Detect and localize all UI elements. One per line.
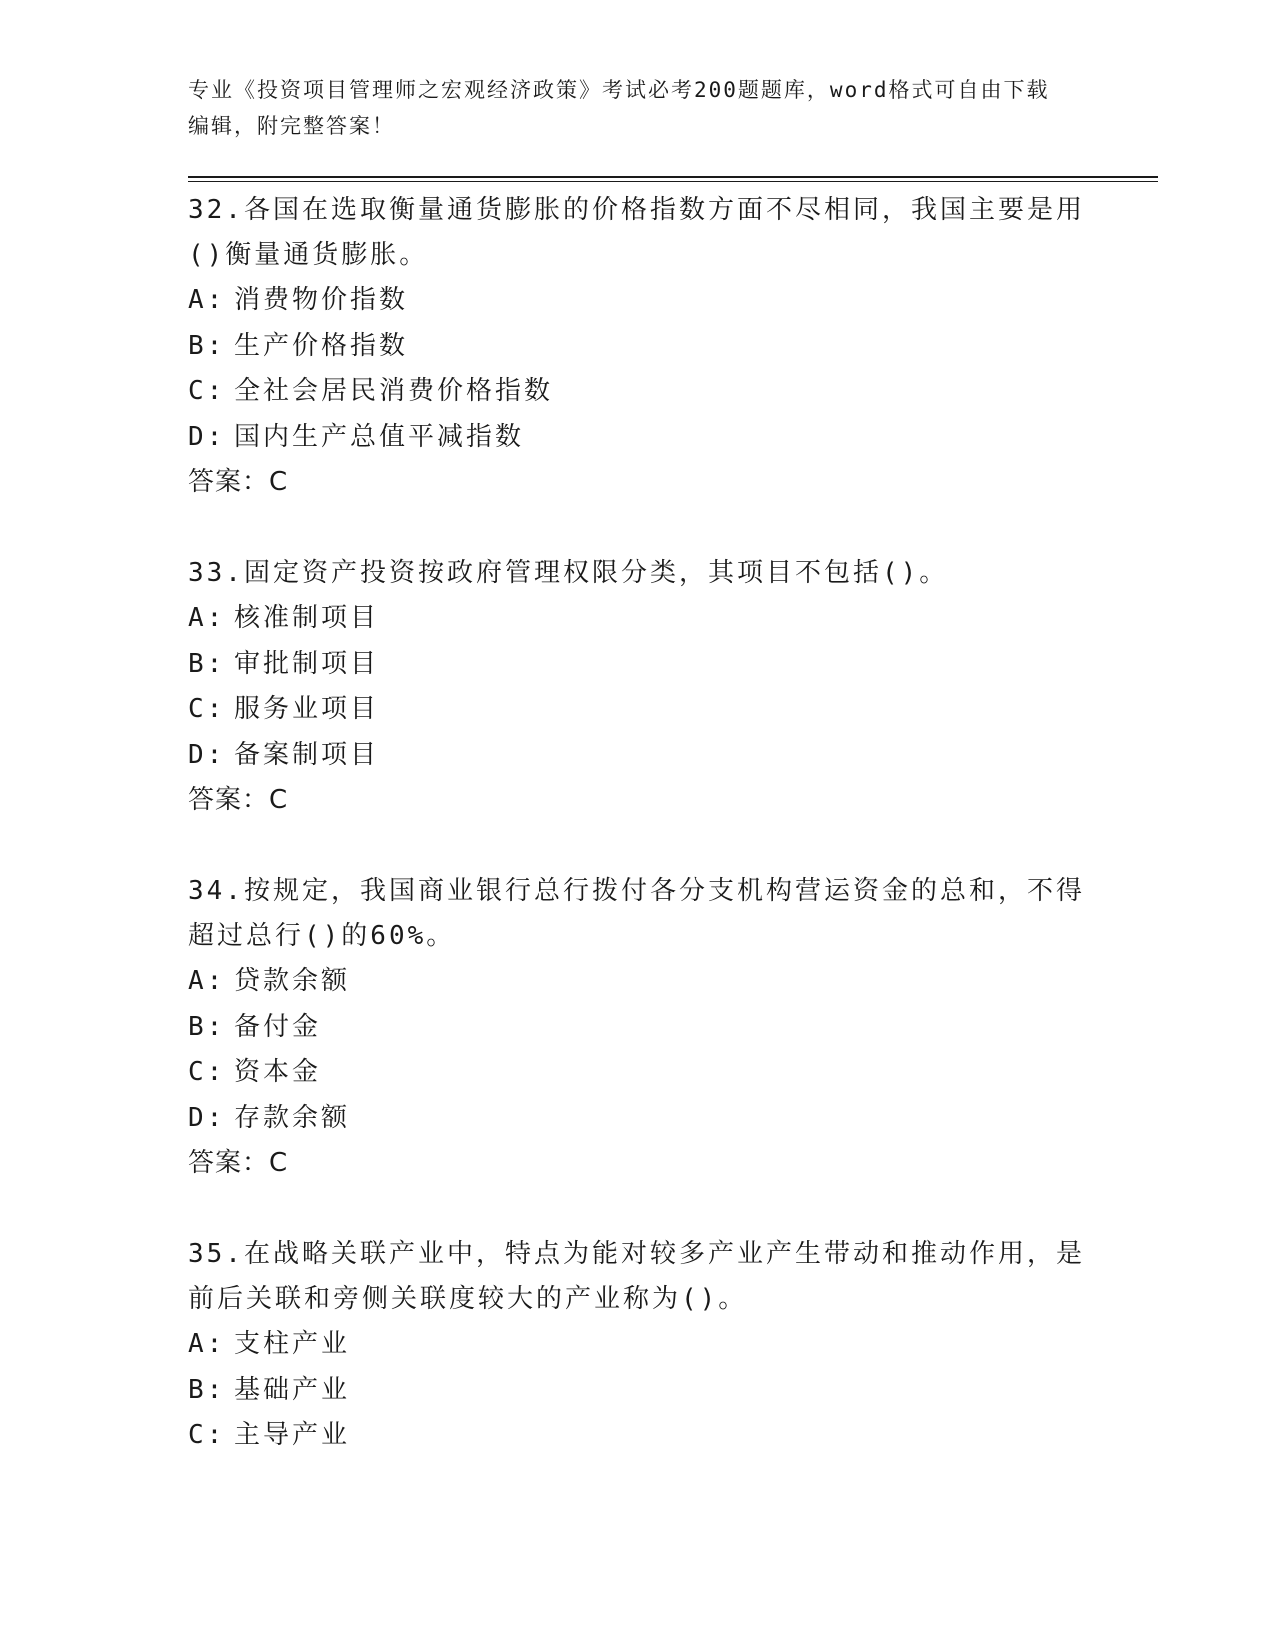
option-c xyxy=(188,1413,1158,1459)
option-letter: D: xyxy=(188,421,226,452)
option-d xyxy=(188,1096,1158,1142)
option-b xyxy=(188,1368,1158,1414)
option-text: 核准制项目 xyxy=(234,603,380,633)
option-letter: B: xyxy=(188,1011,226,1042)
option-b xyxy=(188,1005,1158,1051)
question-32 xyxy=(188,188,1158,505)
option-text: 审批制项目 xyxy=(234,648,380,679)
option-text: 生产价格指数 xyxy=(234,330,409,361)
option-letter: C: xyxy=(188,1420,226,1450)
header-divider xyxy=(188,176,1158,182)
option-text: 贷款余额 xyxy=(234,966,351,996)
option-c xyxy=(188,369,1158,415)
option-text: 主导产业 xyxy=(234,1420,351,1450)
option-text: 消费物价指数 xyxy=(234,285,409,315)
question-stem: 33.固定资产投资按政府管理权限分类，其项目不包括()。 xyxy=(188,558,949,588)
option-text: 存款余额 xyxy=(234,1102,351,1133)
option-letter: A: xyxy=(188,285,226,315)
option-letter: A: xyxy=(188,966,226,996)
option-b xyxy=(188,642,1158,688)
option-text: 基础产业 xyxy=(234,1374,351,1405)
option-text: 服务业项目 xyxy=(234,694,380,724)
document-page xyxy=(188,72,1158,1505)
option-text: 支柱产业 xyxy=(234,1329,351,1359)
document-intro: 专业《投资项目管理师之宏观经济政策》考试必考200题题库，word格式可自由下载编辑，附完整答案！ xyxy=(188,78,1050,138)
option-letter: C: xyxy=(188,376,226,406)
option-letter: D: xyxy=(188,1102,226,1133)
option-a xyxy=(188,1322,1158,1368)
option-letter: D: xyxy=(188,739,226,770)
option-letter: B: xyxy=(188,648,226,679)
option-c xyxy=(188,687,1158,733)
question-list xyxy=(188,188,1158,1459)
option-c xyxy=(188,1050,1158,1096)
question-stem: 32.各国在选取衡量通货膨胀的价格指数方面不尽相同，我国主要是用()衡量通货膨胀。 xyxy=(188,195,1085,270)
option-d xyxy=(188,733,1158,779)
option-a xyxy=(188,596,1158,642)
question-35 xyxy=(188,1232,1158,1459)
option-a xyxy=(188,278,1158,324)
option-letter: A: xyxy=(188,603,226,633)
question-stem: 34.按规定，我国商业银行总行拨付各分支机构营运资金的总和，不得超过总行()的60%。 xyxy=(188,876,1085,951)
option-letter: B: xyxy=(188,330,226,361)
option-text: 国内生产总值平减指数 xyxy=(234,421,525,452)
option-a xyxy=(188,959,1158,1005)
option-text: 备付金 xyxy=(234,1011,322,1042)
answer-label: 答案：C xyxy=(188,1148,289,1178)
option-text: 全社会居民消费价格指数 xyxy=(234,376,554,406)
option-letter: C: xyxy=(188,694,226,724)
answer-label: 答案：C xyxy=(188,785,289,815)
option-text: 资本金 xyxy=(234,1057,322,1087)
question-34 xyxy=(188,869,1158,1186)
question-stem: 35.在战略关联产业中，特点为能对较多产业产生带动和推动作用，是前后关联和旁侧关联度较大的产业称为()。 xyxy=(188,1239,1085,1314)
option-text: 备案制项目 xyxy=(234,739,380,770)
option-letter: C: xyxy=(188,1057,226,1087)
option-b xyxy=(188,324,1158,370)
option-letter: B: xyxy=(188,1374,226,1405)
question-33 xyxy=(188,551,1158,823)
answer-label: 答案：C xyxy=(188,467,289,497)
option-d xyxy=(188,415,1158,461)
option-letter: A: xyxy=(188,1329,226,1359)
